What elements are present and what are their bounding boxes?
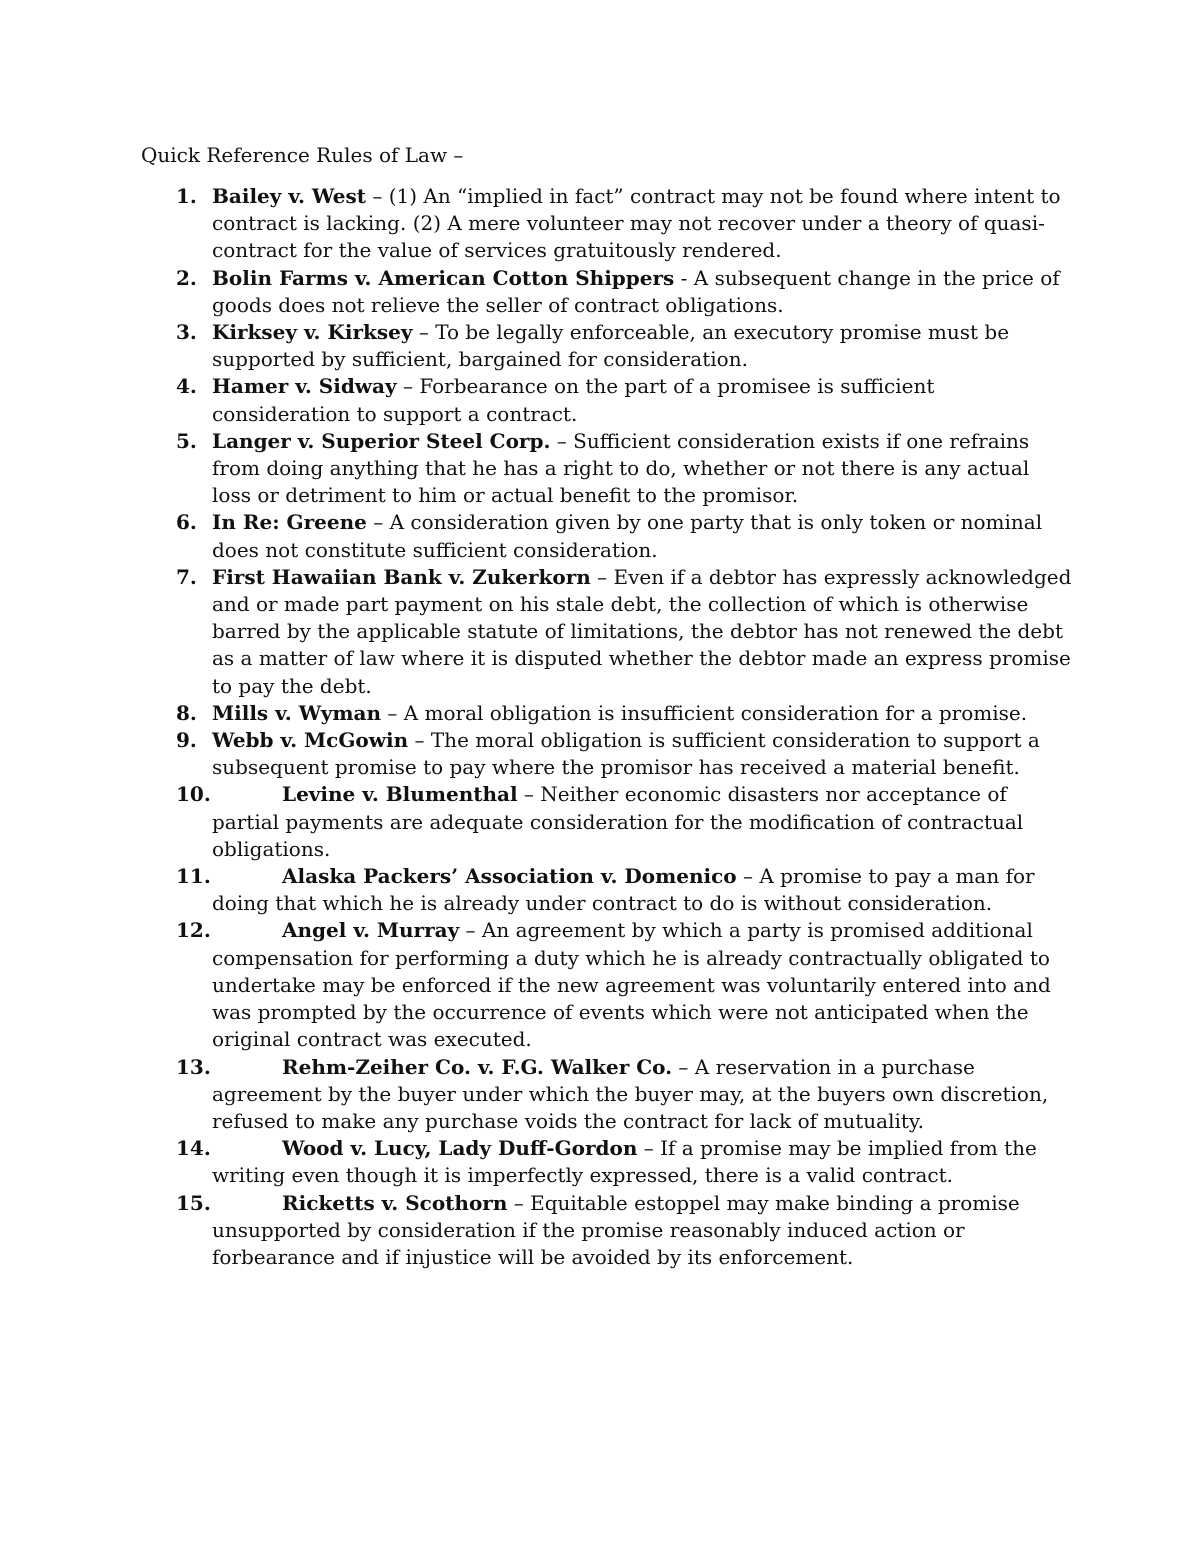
rule-text: A consideration given by one party that is only token or nominal does not constitute sufficient consideration. [212, 510, 1043, 562]
rule-number: 15. [176, 1190, 211, 1215]
rule-case-name: Langer v. Superior Steel Corp. [212, 428, 551, 453]
rule-number: 6. [176, 510, 197, 535]
rule-item [0, 265, 1072, 319]
rule-separator: – [736, 864, 760, 889]
rule-text: (1) An “implied in fact” contract may not be found where intent to contract is lacking. (2) A mere volunteer may not recover under a theory of quasi-contract for the value of services gratuitously rendered. [212, 184, 1061, 263]
rule-text: An agreement by which a party is promised additional compensation for performing a duty which he is already contractually obligated to undertake may be enforced if the new agreement was voluntarily entered into and was prompted by the occurrence of events which were not anticipated when the original contract was executed. [212, 918, 1051, 1052]
rule-case-name: Ricketts v. Scothorn [282, 1190, 508, 1215]
rule-separator: – [381, 700, 404, 725]
rule-item [0, 428, 1072, 510]
rule-text: A moral obligation is insufficient consideration for a promise. [403, 700, 1028, 725]
rule-number: 7. [176, 564, 197, 589]
rule-text: Sufficient consideration exists if one refrains from doing anything that he has a right to do, whether or not there is any actual loss or detriment to him or actual benefit to the promisor. [212, 428, 1030, 508]
page-title: Quick Reference Rules of Law – [141, 143, 464, 167]
rule-separator: - [674, 265, 694, 290]
rule-number: 5. [176, 428, 197, 453]
rule-text: The moral obligation is sufficient consideration to support a subsequent promise to pay where the promisor has received a material benefit. [212, 728, 1040, 780]
rule-case-name: First Hawaiian Bank v. Zukerkorn [212, 564, 591, 589]
rule-separator: – [590, 564, 614, 589]
rule-separator: – [408, 728, 431, 753]
rule-item [0, 863, 1072, 917]
rule-case-name: Bailey v. West [212, 184, 366, 208]
rule-number: 9. [176, 728, 197, 753]
rule-item [0, 1190, 1072, 1272]
rule-text: If a promise may be implied from the writing even though it is imperfectly expressed, there is a valid contract. [212, 1136, 1037, 1188]
rule-case-name: Webb v. McGowin [212, 728, 409, 753]
rule-item [0, 727, 1072, 781]
rule-item [0, 509, 1072, 563]
rule-case-name: Kirksey v. Kirksey [212, 320, 413, 345]
rule-item [0, 564, 1072, 700]
rule-separator: – [550, 428, 574, 453]
rule-item [0, 373, 1072, 427]
rule-number: 11. [176, 864, 211, 889]
rule-number: 2. [176, 265, 197, 290]
rules-list [0, 183, 1200, 1271]
rule-text: A promise to pay a man for doing that which he is already under contract to do is without consideration. [212, 864, 1035, 916]
rule-number: 3. [176, 320, 197, 345]
rule-separator: – [396, 374, 420, 399]
rule-text: Forbearance on the part of a promisee is sufficient consideration to support a contract. [212, 374, 935, 426]
rule-item [0, 917, 1072, 1053]
rule-case-name: Wood v. Lucy, Lady Duff-Gordon [282, 1136, 638, 1161]
rule-case-name: Angel v. Murray [282, 918, 460, 943]
rule-item [0, 781, 1072, 863]
rule-separator: – [517, 782, 541, 807]
rule-text: Equitable estoppel may make binding a promise unsupported by consideration if the promise reasonably induced action or forbearance and if injustice will be avoided by its enforcement. [212, 1190, 1020, 1269]
rule-case-name: Levine v. Blumenthal [282, 782, 518, 807]
rule-case-name: Mills v. Wyman [212, 700, 381, 725]
rule-separator: – [672, 1054, 695, 1079]
rule-separator: – [366, 510, 390, 535]
rule-number: 13. [176, 1054, 211, 1079]
rule-number: 4. [176, 374, 197, 399]
rule-text: To be legally enforceable, an executory promise must be supported by sufficient, bargained for consideration. [212, 320, 1010, 372]
rule-case-name: In Re: Greene [212, 510, 367, 535]
rule-case-name: Bolin Farms v. American Cotton Shippers [212, 265, 675, 290]
rule-separator: – [412, 320, 436, 345]
rule-separator: – [365, 184, 389, 208]
rule-item [0, 183, 1072, 265]
rule-number: 10. [176, 782, 211, 807]
rule-case-name: Hamer v. Sidway [212, 374, 397, 399]
rule-text: Neither economic disasters nor acceptance of partial payments are adequate consideration for the modification of contractual obligations. [212, 782, 1024, 861]
rule-separator: – [459, 918, 482, 943]
rule-text: A reservation in a purchase agreement by the buyer under which the buyer may, at the buyers own discretion, refused to make any purchase voids the contract for lack of mutuality. [212, 1054, 1049, 1133]
rule-number: 8. [176, 700, 197, 725]
rule-number: 1. [176, 184, 197, 208]
rule-item [0, 700, 1072, 727]
rule-separator: – [507, 1190, 531, 1215]
rule-item [0, 1135, 1072, 1189]
rule-number: 14. [176, 1136, 211, 1161]
rule-separator: – [637, 1136, 661, 1161]
rule-case-name: Alaska Packers’ Association v. Domenico [282, 864, 737, 889]
rule-number: 12. [176, 918, 211, 943]
rule-item [0, 319, 1072, 373]
rule-text: Even if a debtor has expressly acknowledged and or made part payment on his stale debt, the collection of which is otherwise barred by the applicable statute of limitations, the debtor has not renewed the debt as a matter of law where it is disputed whether the debtor made an express promise to pay the debt. [212, 564, 1072, 698]
rule-case-name: Rehm-Zeiher Co. v. F.G. Walker Co. [282, 1054, 673, 1079]
rule-item [0, 1054, 1072, 1136]
rule-text: A subsequent change in the price of goods does not relieve the seller of contract obligations. [212, 265, 1060, 317]
